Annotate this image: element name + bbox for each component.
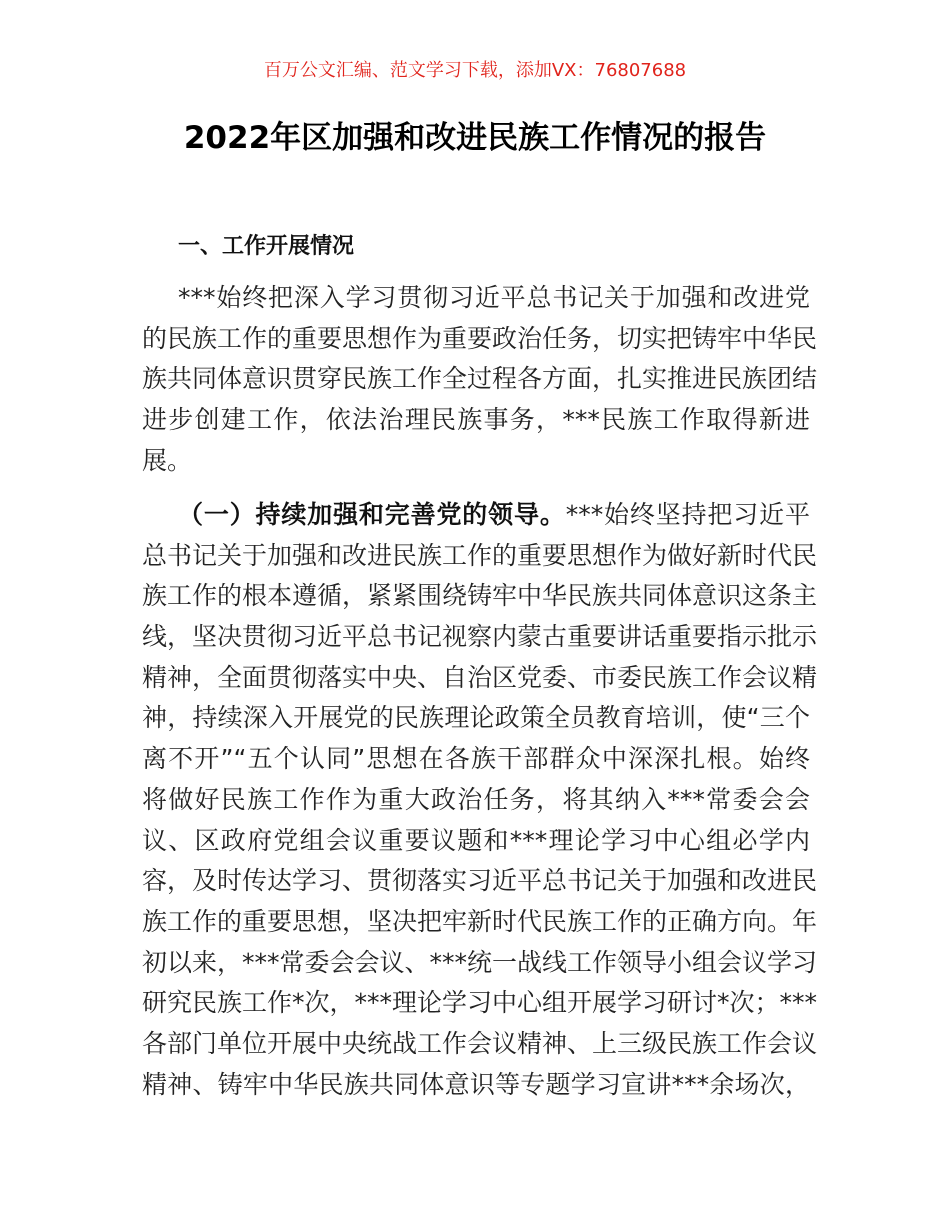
watermark-banner: 百万公文汇编、范文学习下载，添加VX：76807688	[263, 60, 687, 81]
text-line: 线，坚决贯彻习近平总书记视察内蒙古重要讲话重要指示批示	[142, 622, 818, 652]
text-line: ***始终把深入学习贯彻习近平总书记关于加强和改进党	[178, 283, 810, 312]
document-title: 2022年区加强和改进民族工作情况的报告	[183, 120, 767, 156]
text-line: 离不开”“五个认同”思想在各族干部群众中深深扎根。始终	[142, 744, 810, 774]
text-line: 展。	[142, 445, 193, 475]
text-line: 族共同体意识贯穿民族工作全过程各方面，扎实推进民族团结	[142, 364, 818, 394]
text-line: 精神、铸牢中华民族共同体意识等专题学习宣讲***余场次，	[142, 1069, 810, 1099]
text-line: 研究民族工作*次，***理论学习中心组开展学习研讨*次；***	[142, 988, 818, 1018]
text-line: 初以来，***常委会会议、***统一战线工作领导小组会议学习	[142, 947, 818, 977]
text-line: 神，持续深入开展党的民族理论政策全员教育培训，使“三个	[142, 703, 810, 733]
text-line: 精神，全面贯彻落实中央、自治区党委、市委民族工作会议精	[142, 662, 818, 692]
paragraph-intro	[142, 278, 818, 481]
text-line: 的民族工作的重要思想作为重要政治任务，切实把铸牢中华民	[142, 323, 818, 353]
subsection-heading: （一）持续加强和完善党的领导。	[178, 500, 566, 529]
paragraph-party-leadership	[142, 495, 818, 1105]
text-line	[142, 495, 810, 536]
text-line: 进步创建工作，依法治理民族事务，***民族工作取得新进	[142, 405, 810, 435]
text-line: 各部门单位开展中央统战工作会议精神、上三级民族工作会议	[142, 1028, 818, 1058]
text-span: ***始终坚持把习近平	[565, 500, 810, 529]
text-line: 族工作的根本遵循，紧紧围绕铸牢中华民族共同体意识这条主	[142, 581, 818, 611]
text-line: 议、区政府党组会议重要议题和***理论学习中心组必学内	[142, 825, 810, 855]
section-heading: 一、工作开展情况	[178, 234, 355, 259]
text-line: 容，及时传达学习、贯彻落实习近平总书记关于加强和改进民	[142, 866, 818, 896]
text-line: 族工作的重要思想，坚决把牢新时代民族工作的正确方向。年	[142, 906, 818, 936]
text-line: 将做好民族工作作为重大政治任务，将其纳入***常委会会	[142, 784, 810, 814]
text-line: 总书记关于加强和改进民族工作的重要思想作为做好新时代民	[142, 540, 818, 570]
